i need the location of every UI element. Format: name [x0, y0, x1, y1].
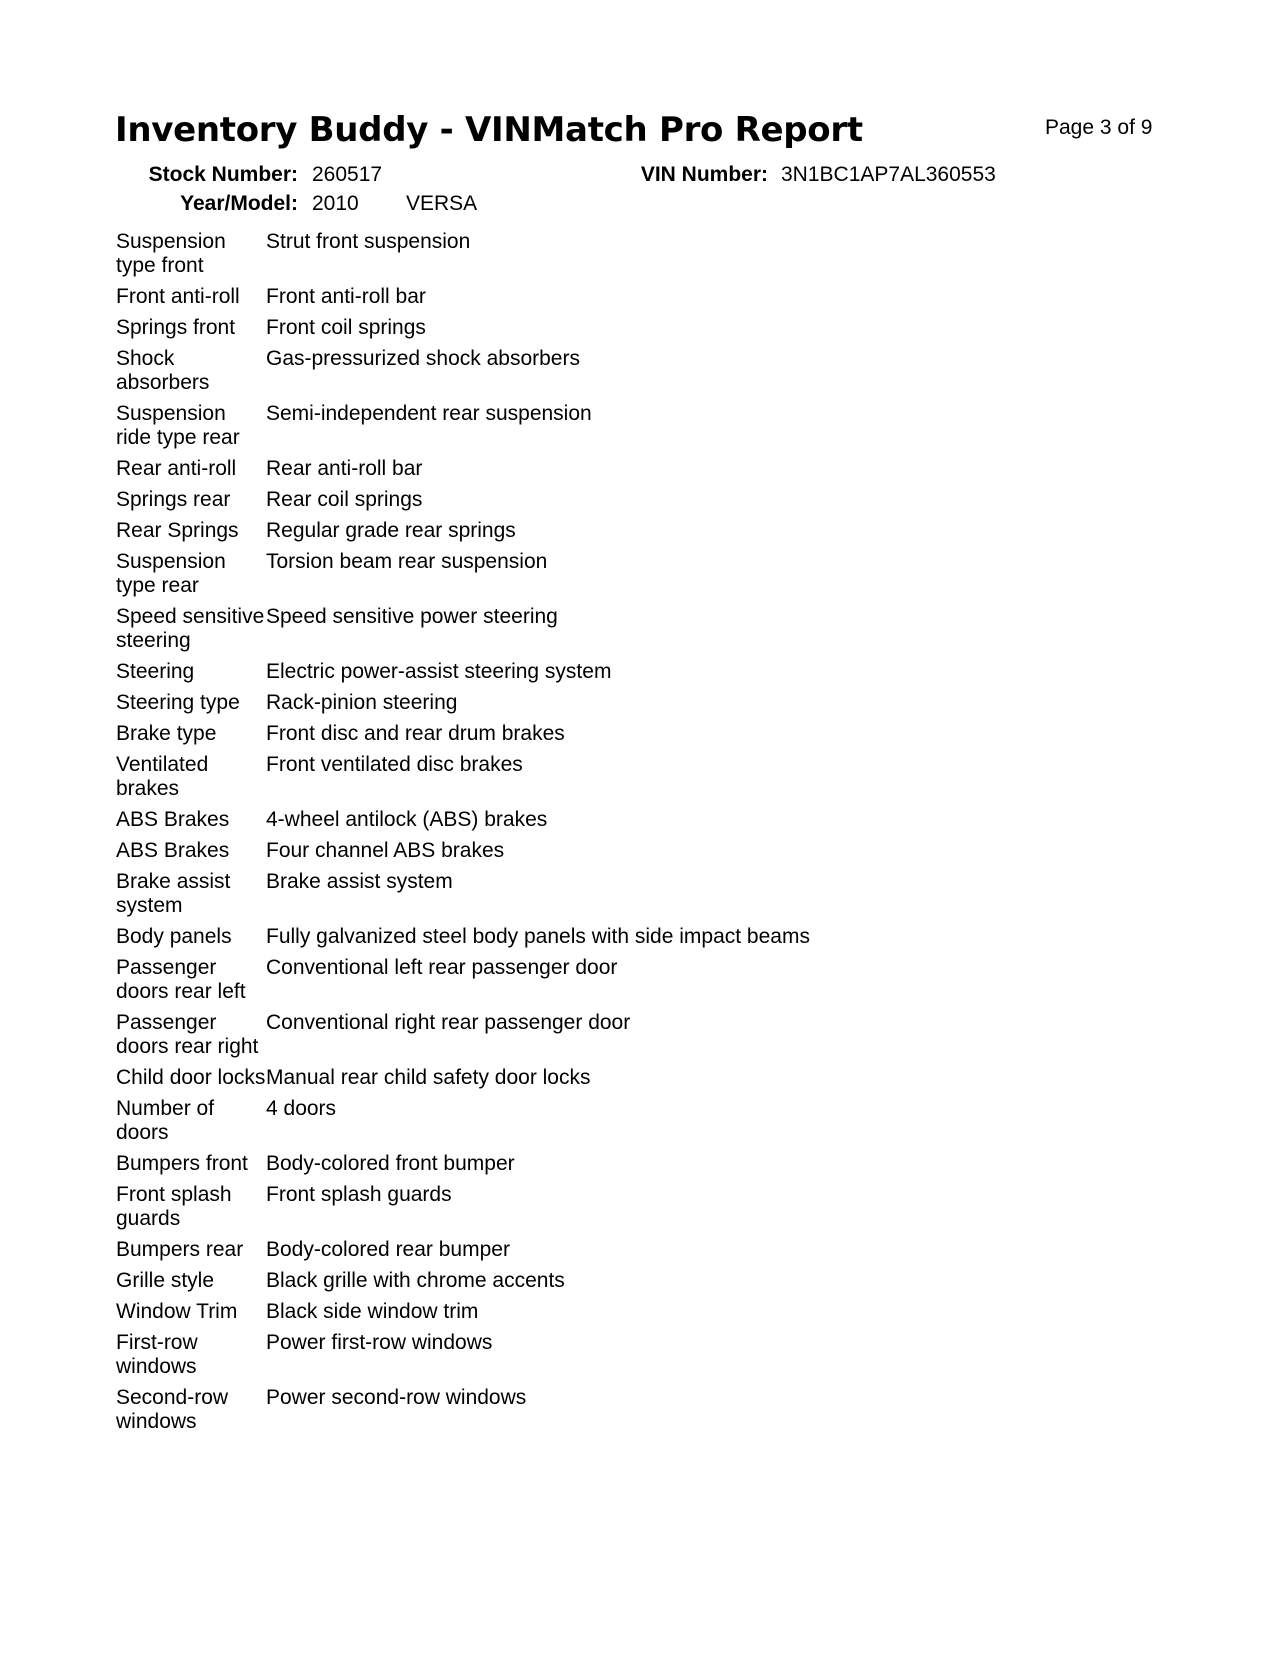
spec-label: Passenger doors rear right — [116, 1011, 259, 1058]
report-title: Inventory Buddy - VINMatch Pro Report — [115, 110, 863, 150]
spec-label: Front splash guards — [116, 1183, 232, 1230]
spec-value: Power first-row windows — [266, 1331, 493, 1354]
spec-value: Fully galvanized steel body panels with side impact beams — [266, 925, 810, 948]
spec-row — [116, 1300, 1016, 1324]
spec-value: Power second-row windows — [266, 1386, 527, 1409]
stock-number-label: Stock Number: — [148, 163, 298, 186]
spec-label: Steering type — [116, 691, 240, 714]
spec-value: Front disc and rear drum brakes — [266, 722, 565, 745]
spec-value: Electric power-assist steering system — [266, 660, 612, 683]
spec-label: Front anti-roll — [116, 285, 240, 308]
spec-row — [116, 1066, 1016, 1090]
spec-row — [116, 839, 1016, 863]
spec-label: Grille style — [116, 1269, 215, 1292]
spec-label: Window Trim — [116, 1300, 238, 1323]
spec-row — [116, 691, 1016, 715]
spec-label: Suspension type front — [116, 230, 226, 277]
spec-row — [116, 1331, 1016, 1379]
spec-value: Black grille with chrome accents — [266, 1269, 565, 1292]
spec-row — [116, 870, 1016, 918]
spec-label: Bumpers front — [116, 1152, 248, 1175]
spec-row — [116, 550, 1016, 598]
spec-value: Front splash guards — [266, 1183, 452, 1206]
spec-label: Speed sensitive steering — [116, 605, 265, 652]
spec-label: Shock absorbers — [116, 347, 210, 394]
spec-value: Conventional left rear passenger door — [266, 956, 618, 979]
spec-value: Regular grade rear springs — [266, 519, 516, 542]
spec-value: Conventional right rear passenger door — [266, 1011, 631, 1034]
spec-value: 4-wheel antilock (ABS) brakes — [266, 808, 548, 831]
spec-label: Rear Springs — [116, 519, 239, 542]
spec-label: Number of doors — [116, 1097, 215, 1144]
year-value: 2010 — [312, 192, 359, 215]
spec-row — [116, 660, 1016, 684]
year-model-label: Year/Model: — [180, 192, 298, 215]
vin-number-value: 3N1BC1AP7AL360553 — [781, 163, 996, 186]
spec-label: ABS Brakes — [116, 808, 230, 831]
spec-row — [116, 605, 1016, 653]
spec-label: Bumpers rear — [116, 1238, 244, 1261]
vin-number-label: VIN Number: — [640, 163, 768, 186]
spec-row — [116, 347, 1016, 395]
spec-value: Black side window trim — [266, 1300, 479, 1323]
spec-label: Springs rear — [116, 488, 231, 511]
spec-row — [116, 316, 1016, 340]
spec-row — [116, 808, 1016, 832]
spec-label: Rear anti-roll — [116, 457, 237, 480]
spec-row — [116, 1097, 1016, 1145]
spec-value: Manual rear child safety door locks — [266, 1066, 591, 1089]
spec-value: Torsion beam rear suspension — [266, 550, 548, 573]
spec-row — [116, 722, 1016, 746]
spec-row — [116, 519, 1016, 543]
spec-value: Front ventilated disc brakes — [266, 753, 523, 776]
spec-row — [116, 956, 1016, 1004]
spec-row — [116, 1011, 1016, 1059]
spec-label: Passenger doors rear left — [116, 956, 246, 1003]
spec-label: Steering — [116, 660, 195, 683]
spec-value: Semi-independent rear suspension — [266, 402, 592, 425]
spec-value: Rear anti-roll bar — [266, 457, 423, 480]
spec-label: ABS Brakes — [116, 839, 230, 862]
spec-label: Ventilated brakes — [116, 753, 209, 800]
spec-label: Brake type — [116, 722, 217, 745]
spec-row — [116, 488, 1016, 512]
spec-value: Front coil springs — [266, 316, 426, 339]
spec-value: Gas-pressurized shock absorbers — [266, 347, 580, 370]
spec-value: Body-colored front bumper — [266, 1152, 515, 1175]
spec-value: Four channel ABS brakes — [266, 839, 505, 862]
spec-row — [116, 1386, 1016, 1434]
spec-value: Rear coil springs — [266, 488, 423, 511]
spec-row — [116, 230, 1016, 278]
spec-row — [116, 1183, 1016, 1231]
spec-label: Suspension ride type rear — [116, 402, 240, 449]
spec-row — [116, 457, 1016, 481]
spec-value: 4 doors — [266, 1097, 337, 1120]
spec-row — [116, 925, 1016, 949]
spec-label: First-row windows — [116, 1331, 198, 1378]
spec-value: Speed sensitive power steering — [266, 605, 558, 628]
page-number: Page 3 of 9 — [1045, 116, 1153, 139]
spec-label: Suspension type rear — [116, 550, 226, 597]
spec-row — [116, 285, 1016, 309]
spec-value: Brake assist system — [266, 870, 453, 893]
spec-value: Body-colored rear bumper — [266, 1238, 510, 1261]
spec-table — [116, 230, 1016, 1441]
spec-row — [116, 1269, 1016, 1293]
spec-value: Strut front suspension — [266, 230, 471, 253]
stock-number-value: 260517 — [312, 163, 383, 186]
spec-label: Child door locks — [116, 1066, 266, 1089]
spec-label: Springs front — [116, 316, 236, 339]
spec-value: Rack-pinion steering — [266, 691, 458, 714]
spec-row — [116, 402, 1016, 450]
spec-value: Front anti-roll bar — [266, 285, 426, 308]
model-value: VERSA — [406, 192, 478, 215]
spec-row — [116, 753, 1016, 801]
spec-row — [116, 1152, 1016, 1176]
spec-row — [116, 1238, 1016, 1262]
spec-label: Brake assist system — [116, 870, 231, 917]
spec-label: Second-row windows — [116, 1386, 229, 1433]
spec-label: Body panels — [116, 925, 232, 948]
